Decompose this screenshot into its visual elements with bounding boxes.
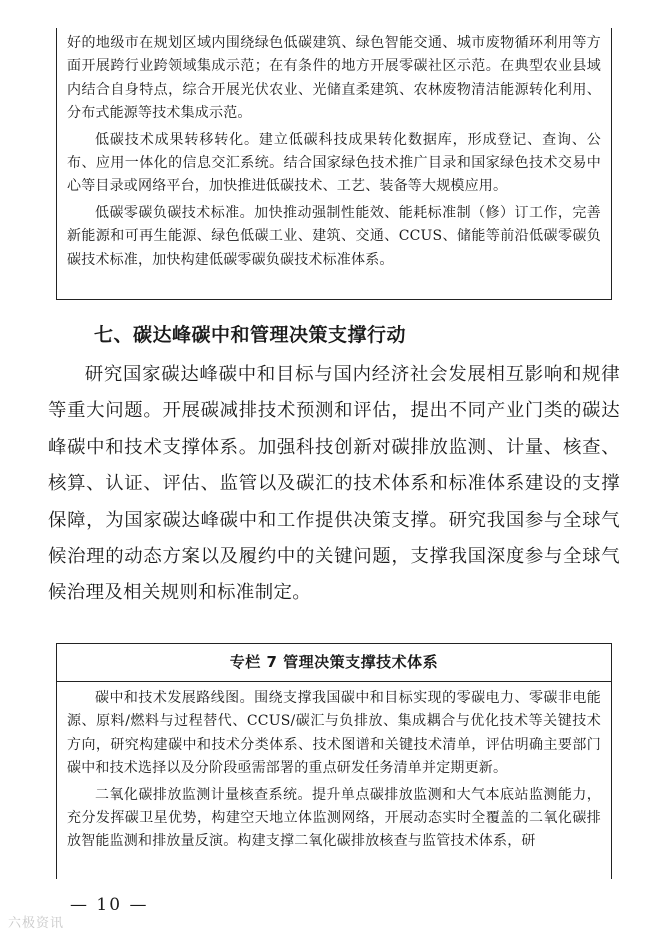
column-box-content	[57, 682, 611, 854]
section-heading: 七、碳达峰碳中和管理决策支撑行动	[94, 324, 407, 346]
watermark: 六极资讯	[8, 916, 65, 931]
text-box-continued	[56, 28, 612, 300]
column-box-title: 专栏 7 管理决策支撑技术体系	[57, 644, 611, 682]
box-paragraph: 低碳技术成果转移转化。建立低碳科技成果转化数据库，形成登记、查询、公布、应用一体化的信息交汇系统。结合国家绿色技术推广目录和国家绿色技术交易中心等目录或网络平台，加快推进低碳技术、工艺、装备等大规模应用。	[67, 131, 601, 195]
column-box	[56, 643, 612, 879]
section-body: 研究国家碳达峰碳中和目标与国内经济社会发展相互影响和规律等重大问题。开展碳减排技术预测和评估，提出不同产业门类的碳达峰碳中和技术支撑体系。加强科技创新对碳排放监测、计量、核查、核算、认证、评估、监管以及碳汇的技术体系和标准体系建设的支撑保障，为国家碳达峰碳中和工作提供决策支撑。研究我国参与全球气候治理的动态方案以及履约中的关键问题，支撑我国深度参与全球气候治理及相关规则和标准制定。	[48, 364, 620, 604]
page-number: — 10 —	[70, 895, 149, 915]
box-paragraph: 低碳零碳负碳技术标准。加快推动强制性能效、能耗标准制（修）订工作，完善新能源和可再生能源、绿色低碳工业、建筑、交通、CCUS、储能等前沿低碳零碳负碳技术标准，加快构建低碳零碳负碳技术标准体系。	[67, 204, 601, 268]
box-paragraph: 二氧化碳排放监测计量核查系统。提升单点碳排放监测和大气本底站监测能力，充分发挥碳卫星优势，构建空天地立体监测网络，开展动态实时全覆盖的二氧化碳排放智能监测和排放量反演。构建支撑二氧化碳排放核查与监管技术体系，研	[67, 786, 601, 850]
box-paragraph: 碳中和技术发展路线图。围绕支撑我国碳中和目标实现的零碳电力、零碳非电能源、原料/燃料与过程替代、CCUS/碳汇与负排放、集成耦合与优化技术等关键技术方向，研究构建碳中和技术分类体系、技术图谱和关键技术清单，评估明确主要部门碳中和技术选择以及分阶段亟需部署的重点研发任务清单并定期更新。	[67, 690, 601, 777]
box-paragraph: 好的地级市在规划区域内围绕绿色低碳建筑、绿色智能交通、城市废物循环利用等方面开展跨行业跨领域集成示范；在有条件的地方开展零碳社区示范。在典型农业县域内结合自身特点，综合开展光伏农业、光储直柔建筑、农林废物清洁能源转化利用、分布式能源等技术集成示范。	[67, 35, 601, 122]
